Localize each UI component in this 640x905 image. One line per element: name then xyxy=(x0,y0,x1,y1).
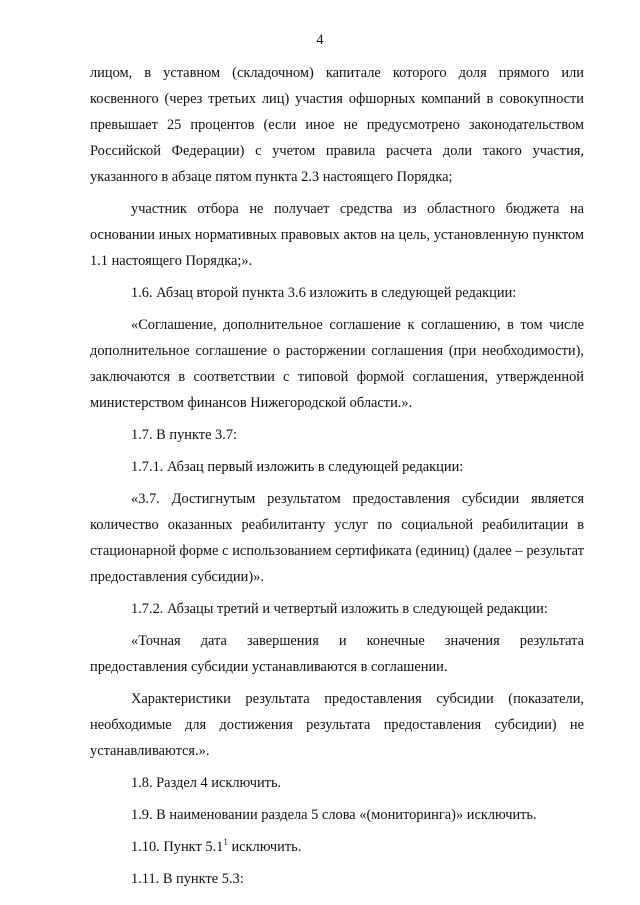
paragraph-characteristics: Характеристики результата предоставления субсидии (показатели, необходимые для достижения результата предоставления субсидии) не устанавливаются.». xyxy=(90,691,584,759)
paragraph-1-9: 1.9. В наименовании раздела 5 слова «(мониторинга)» исключить. xyxy=(131,807,537,823)
paragraph-1-7: 1.7. В пункте 3.7: xyxy=(131,427,238,443)
paragraph-offshore-condition: лицом, в уставном (складочном) капитале которого доля прямого или косвенного (через третьих лиц) участия офшорных компаний в совокупности превышает 25 процентов (если иное не предусмотрено законодательством Российской Федерации) с учетом правила расчета доли такого участия, указанного в абзаце пятом пункта 2.3 настоящего Порядка; xyxy=(90,65,584,185)
paragraph-1-10 xyxy=(90,834,584,860)
paragraph-1-8: 1.8. Раздел 4 исключить. xyxy=(131,775,282,791)
document-body xyxy=(90,60,584,892)
superscript-index: 1 xyxy=(223,837,228,848)
paragraph-1-7-1: 1.7.1. Абзац первый изложить в следующей редакции: xyxy=(131,459,464,475)
paragraph-1-7-2: 1.7.2. Абзацы третий и четвертый изложить в следующей редакции: xyxy=(131,601,548,617)
paragraph-budget-condition: участник отбора не получает средства из областного бюджета на основании иных нормативных правовых актов на цель, установленную пунктом 1.1 настоящего Порядка;». xyxy=(90,201,584,269)
page-number: 4 xyxy=(316,32,324,48)
paragraph-completion-date: «Точная дата завершения и конечные значения результата предоставления субсидии устанавливаются в соглашении. xyxy=(90,633,584,675)
paragraph-1-10-text: 1.10. Пункт 5.1 xyxy=(131,839,224,855)
paragraph-1-6: 1.6. Абзац второй пункта 3.6 изложить в следующей редакции: xyxy=(131,285,517,301)
paragraph-agreement-text: «Соглашение, дополнительное соглашение к соглашению, в том числе дополнительное соглашение о расторжении соглашения (при необходимости), заключаются в соответствии с типовой формой соглашения, утвержденной министерством финансов Нижегородской области.». xyxy=(90,317,584,411)
paragraph-1-10-after: исключить. xyxy=(227,839,302,855)
paragraph-result-definition: «3.7. Достигнутым результатом предоставления субсидии является количество оказанных реабилитанту услуг по социальной реабилитации в стационарной форме с использованием сертификата (единиц) (далее – результат предоставления субсидии)». xyxy=(90,491,584,585)
paragraph-1-11: 1.11. В пункте 5.3: xyxy=(131,871,244,887)
